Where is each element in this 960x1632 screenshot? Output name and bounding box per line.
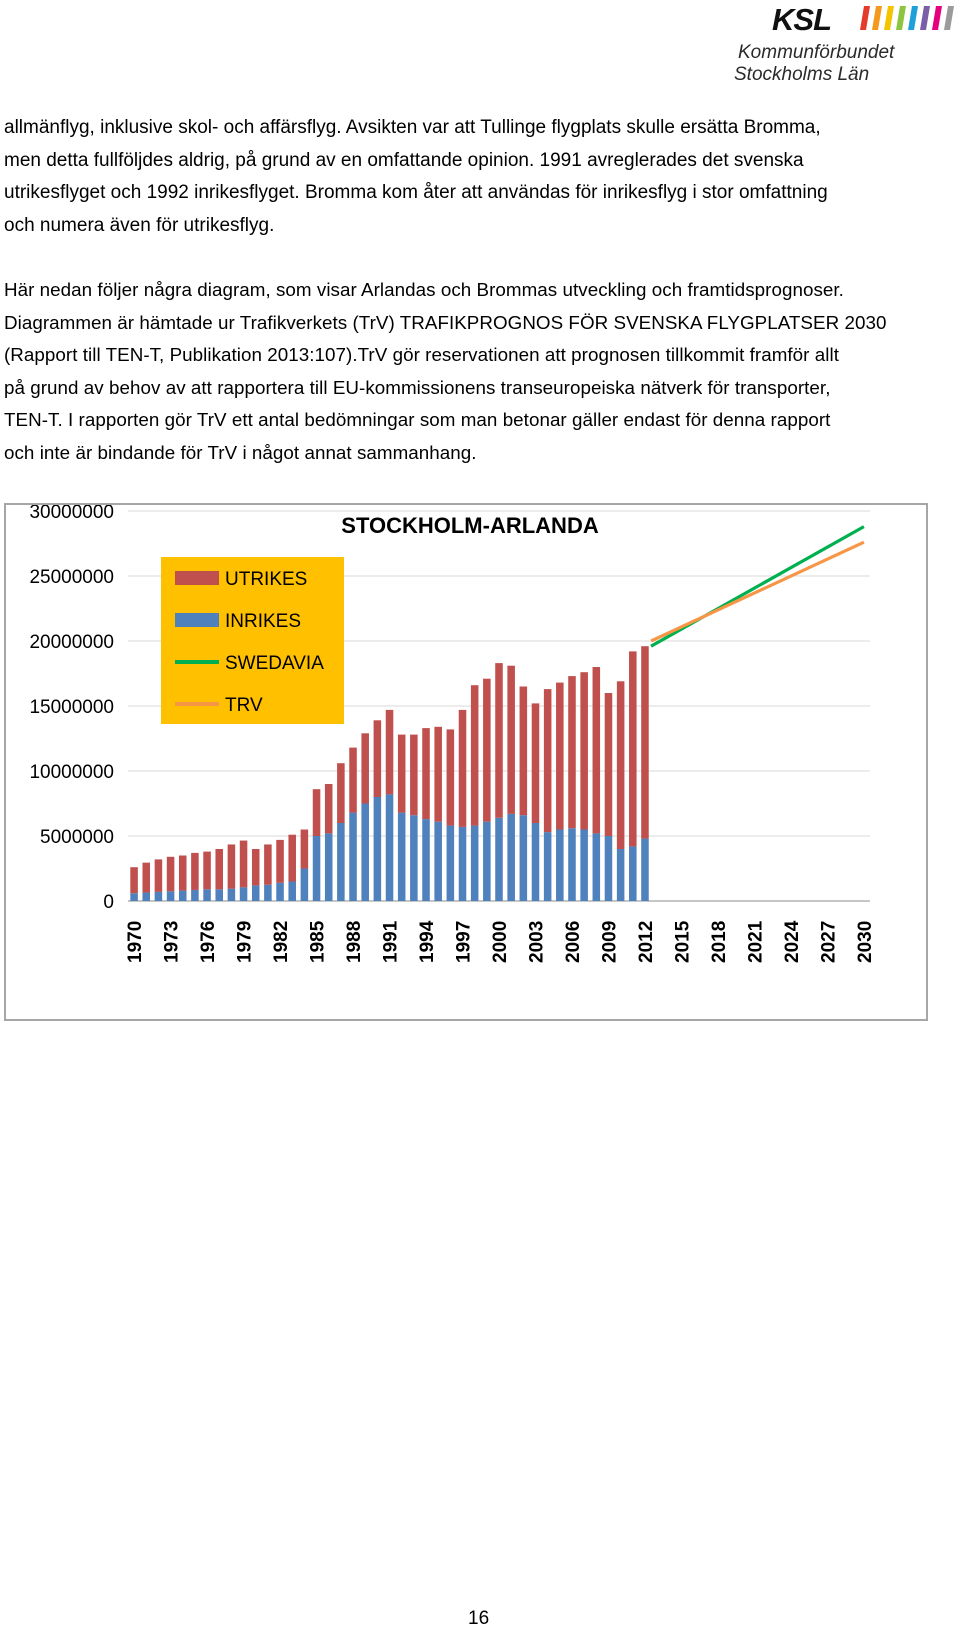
bar-utrikes <box>422 728 430 819</box>
bar-inrikes <box>301 869 309 902</box>
y-tick-label: 25000000 <box>29 567 114 588</box>
bar-utrikes <box>398 735 406 813</box>
bar-utrikes <box>264 844 272 884</box>
bar-inrikes <box>495 818 503 901</box>
bar-inrikes <box>410 815 418 901</box>
bar-utrikes <box>410 735 418 816</box>
logo-wordmark: KSL <box>772 2 831 37</box>
bar-inrikes <box>483 822 491 901</box>
paragraph-1 <box>4 112 828 242</box>
x-tick-label: 2027 <box>818 920 840 963</box>
x-tick-label: 2003 <box>526 920 548 963</box>
bar-inrikes <box>325 833 333 901</box>
bar-inrikes <box>398 813 406 901</box>
x-tick-label: 2024 <box>781 920 803 963</box>
x-tick-label: 1991 <box>380 920 402 963</box>
bar-utrikes <box>130 867 138 893</box>
bar-inrikes <box>252 885 260 901</box>
bar-inrikes <box>142 893 150 901</box>
x-tick-label: 2012 <box>635 920 657 963</box>
text-line: och inte är bindande för TrV i något annat sammanhang. <box>4 441 477 463</box>
bar-inrikes <box>605 836 613 901</box>
bar-inrikes <box>191 890 199 901</box>
y-tick-label: 15000000 <box>29 697 114 718</box>
bar-inrikes <box>447 826 455 901</box>
bar-utrikes <box>507 666 515 814</box>
bar-inrikes <box>434 822 442 901</box>
bar-inrikes <box>459 827 467 901</box>
bar-utrikes <box>593 667 601 833</box>
page-number: 16 <box>468 1608 490 1629</box>
forecast-line-swedavia <box>651 527 864 647</box>
bar-inrikes <box>580 830 588 902</box>
legend-label: TRV <box>225 695 263 716</box>
bar-utrikes <box>374 720 382 797</box>
bar-utrikes <box>191 853 199 890</box>
x-tick-label: 1985 <box>307 920 329 963</box>
bar-utrikes <box>252 849 260 885</box>
text-line: och numera även för utrikesflyg. <box>4 214 275 236</box>
chart-canvas <box>6 505 926 1019</box>
y-tick-label: 5000000 <box>40 827 114 848</box>
bar-utrikes <box>386 710 394 795</box>
x-tick-label: 1988 <box>344 920 366 963</box>
logo-stripe <box>944 6 954 30</box>
bar-inrikes <box>276 883 284 901</box>
bar-utrikes <box>228 844 236 888</box>
text-line: på grund av behov av att rapportera till EU-kommissionens transeuropeiska nätverk för transporter, <box>4 376 831 398</box>
ksl-logo <box>734 0 958 92</box>
text-line: TEN-T. I rapporten gör TrV ett antal bedömningar som man betonar gäller endast för denna rapport <box>4 409 831 430</box>
bar-utrikes <box>288 835 296 882</box>
bar-utrikes <box>337 763 345 823</box>
bar-inrikes <box>264 885 272 901</box>
arlanda-chart <box>4 503 928 1021</box>
bar-inrikes <box>532 823 540 901</box>
bar-utrikes <box>313 789 321 836</box>
logo-stripe <box>920 6 930 30</box>
bar-utrikes <box>447 729 455 825</box>
bar-inrikes <box>228 889 236 901</box>
bar-utrikes <box>532 703 540 823</box>
bar-inrikes <box>556 830 564 902</box>
text-line: Här nedan följer några diagram, som visar Arlandas och Brommas utveckling och framtidsprognoser. <box>4 279 844 300</box>
y-tick-label: 20000000 <box>29 632 114 653</box>
bar-utrikes <box>179 856 187 891</box>
paragraph-2 <box>4 274 886 469</box>
bar-inrikes <box>544 832 552 901</box>
bar-utrikes <box>641 646 649 838</box>
bar-utrikes <box>155 859 163 892</box>
text-line: utrikesflyget och 1992 inrikesflyget. Bromma kom åter att användas för inrikesflyg i stor omfattning <box>4 182 828 203</box>
bar-inrikes <box>507 814 515 901</box>
x-tick-label: 1997 <box>453 920 475 963</box>
x-tick-label: 2000 <box>490 920 511 963</box>
bar-utrikes <box>568 676 576 828</box>
text-line: Diagrammen är hämtade ur Trafikverkets (TrV) TRAFIKPROGNOS FÖR SVENSKA FLYGPLATSER 2030 <box>4 311 887 333</box>
bar-inrikes <box>313 836 321 901</box>
bar-inrikes <box>422 819 430 901</box>
bar-utrikes <box>361 733 369 803</box>
y-tick-label: 30000000 <box>29 505 114 523</box>
x-tick-label: 1982 <box>271 920 293 963</box>
text-line: (Rapport till TEN-T, Publikation 2013:107).TrV gör reservationen att prognosen tillkommit framför allt <box>4 344 839 365</box>
org-name-line1: Kommunförbundet <box>738 42 895 63</box>
legend-label: INRIKES <box>225 611 302 632</box>
x-tick-label: 2018 <box>708 920 730 963</box>
bar-utrikes <box>434 727 442 822</box>
bar-utrikes <box>520 687 528 816</box>
bar-utrikes <box>544 689 552 832</box>
bar-utrikes <box>556 683 564 830</box>
bar-utrikes <box>617 681 625 849</box>
bar-inrikes <box>471 826 479 901</box>
bar-inrikes <box>374 797 382 901</box>
x-tick-label: 2006 <box>562 920 584 963</box>
bar-inrikes <box>617 849 625 901</box>
legend-label: UTRIKES <box>225 569 308 590</box>
logo-stripe <box>908 6 918 30</box>
x-tick-label: 2030 <box>854 920 876 963</box>
legend-label: SWEDAVIA <box>225 653 324 674</box>
org-name-line2: Stockholms Län <box>734 64 870 85</box>
bar-utrikes <box>301 830 309 869</box>
x-tick-label: 2015 <box>672 920 694 963</box>
bar-utrikes <box>495 663 503 818</box>
x-tick-label: 1973 <box>161 920 183 963</box>
text-line: allmänflyg, inklusive skol- och affärsflyg. Avsikten var att Tullinge flygplats skulle ersätta Bromma, <box>4 117 821 138</box>
bar-utrikes <box>276 840 284 883</box>
bar-utrikes <box>459 710 467 827</box>
bar-inrikes <box>215 889 223 901</box>
bar-inrikes <box>240 887 248 901</box>
bar-inrikes <box>361 804 369 902</box>
bar-utrikes <box>240 841 248 888</box>
bar-inrikes <box>337 823 345 901</box>
bar-utrikes <box>629 651 637 846</box>
legend-swatch <box>175 571 219 585</box>
bar-inrikes <box>349 813 357 901</box>
bar-inrikes <box>179 891 187 901</box>
bar-inrikes <box>629 846 637 901</box>
legend-swatch <box>175 613 219 627</box>
x-tick-label: 1970 <box>125 920 147 963</box>
x-tick-label: 1979 <box>234 920 256 963</box>
bar-utrikes <box>349 748 357 813</box>
bar-inrikes <box>288 882 296 902</box>
text-line: men detta fullföljdes aldrig, på grund av en omfattande opinion. 1991 avreglerades det svenska <box>4 149 804 171</box>
forecast-line-trv <box>651 542 864 641</box>
logo-stripe <box>896 6 906 30</box>
x-tick-label: 2009 <box>599 920 621 963</box>
x-tick-label: 2021 <box>745 920 767 963</box>
x-tick-label: 1976 <box>198 920 220 963</box>
logo-stripe <box>860 6 870 30</box>
bar-inrikes <box>593 833 601 901</box>
bar-inrikes <box>386 794 394 901</box>
bar-inrikes <box>155 892 163 901</box>
bar-inrikes <box>520 815 528 901</box>
chart-title: STOCKHOLM-ARLANDA <box>341 513 599 538</box>
y-tick-label: 10000000 <box>29 762 114 783</box>
bar-utrikes <box>471 685 479 825</box>
bar-inrikes <box>130 893 138 901</box>
y-tick-label: 0 <box>103 892 114 913</box>
bar-utrikes <box>142 863 150 893</box>
x-tick-label: 1994 <box>417 920 439 963</box>
logo-stripes <box>860 6 956 30</box>
bar-utrikes <box>605 693 613 836</box>
bar-inrikes <box>203 889 211 901</box>
bar-utrikes <box>203 852 211 890</box>
bar-inrikes <box>167 891 175 901</box>
bar-utrikes <box>215 849 223 889</box>
bar-utrikes <box>167 857 175 891</box>
bar-inrikes <box>641 839 649 901</box>
bar-utrikes <box>580 672 588 829</box>
logo-stripe <box>884 6 894 30</box>
logo-stripe <box>932 6 942 30</box>
bar-inrikes <box>568 828 576 901</box>
bar-utrikes <box>325 784 333 833</box>
logo-stripe <box>872 6 882 30</box>
bar-utrikes <box>483 679 491 822</box>
